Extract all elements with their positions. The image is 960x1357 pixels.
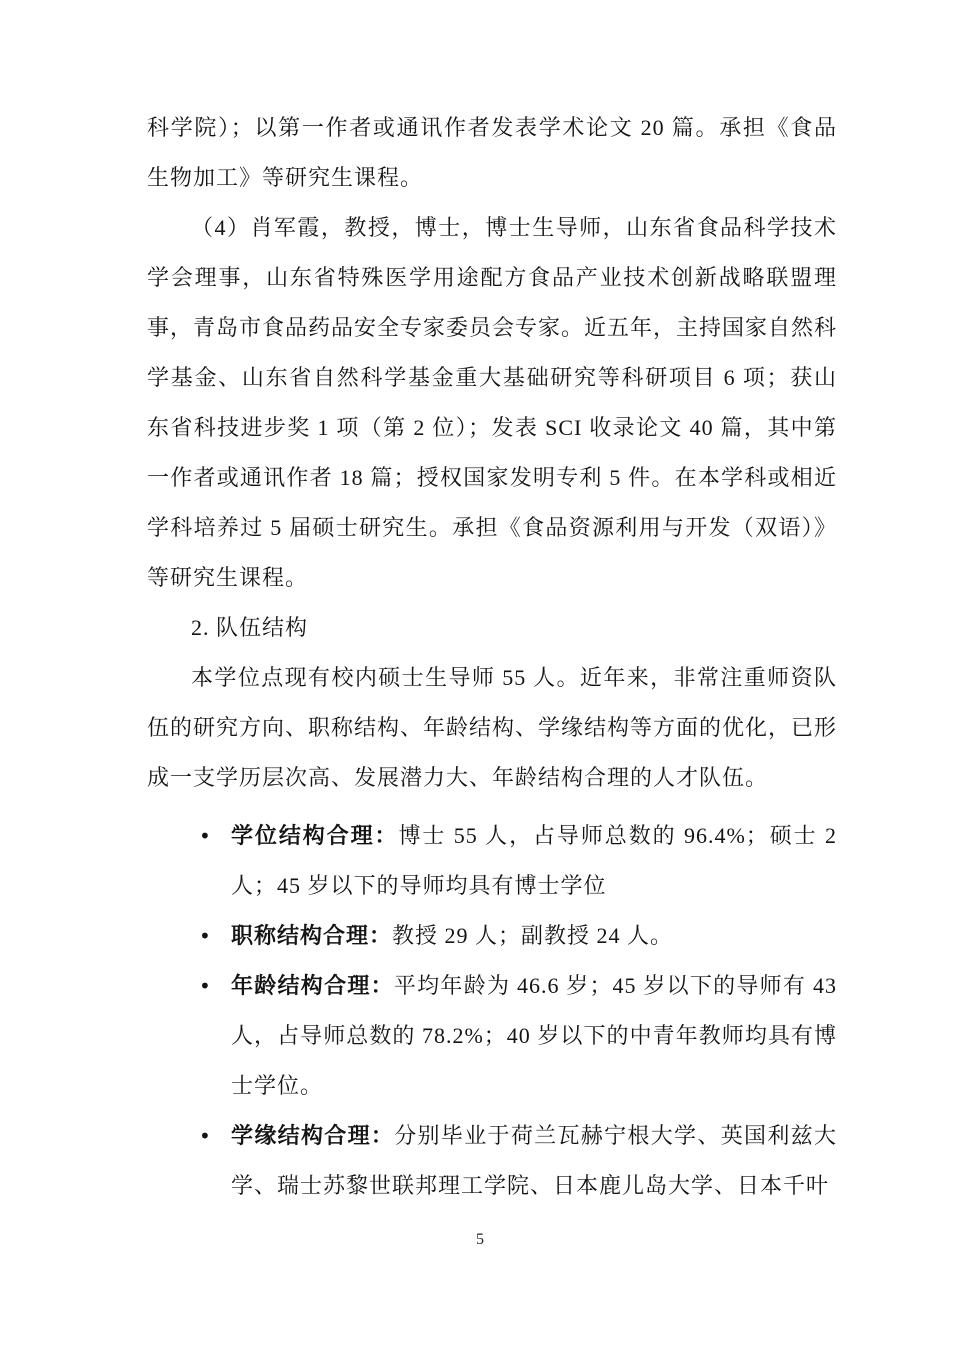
- bullet-label-age: 年龄结构合理：: [231, 973, 394, 998]
- section-heading-team-structure: 2. 队伍结构: [191, 615, 309, 640]
- bullet-icon: •: [199, 1124, 212, 1148]
- bullet-item-title-structure: [199, 911, 837, 961]
- bullet-label-degree: 学位结构合理：: [231, 823, 399, 848]
- page-number: 5: [476, 1231, 484, 1248]
- bullet-item-academic-origin-structure: [199, 1111, 837, 1211]
- bullet-text-age: 平均年龄为 46.6 岁；45 岁以下的导师有 43 人，占导师总数的 78.2%；40 岁以下的中青年教师均具有博士学位。: [231, 973, 837, 1098]
- document-body: [147, 103, 837, 1211]
- bullet-icon: •: [199, 974, 212, 998]
- bullet-text-degree: 博士 55 人，占导师总数的 96.4%；硕士 2 人；45 岁以下的导师均具有博士学位: [231, 823, 837, 898]
- bullet-item-age-structure: [199, 961, 837, 1111]
- bullet-item-degree-structure: [199, 811, 837, 911]
- paragraph-tutor-4: （4）肖军霞，教授，博士，博士生导师，山东省食品科学技术学会理事，山东省特殊医学用途配方食品产业技术创新战略联盟理事，青岛市食品药品安全专家委员会专家。近五年，主持国家自然科学基金、山东省自然科学基金重大基础研究等科研项目 6 项；获山东省科技进步奖 1 项（第 2 位）；发表 SCI 收录论文 40 篇，其中第一作者或通讯作者 18 篇；授权国家发明专利 5 件。在本学科或相近学科培养过 5 届硕士研究生。承担《食品资源利用与开发（双语）》等研究生课程。: [147, 215, 838, 590]
- bullet-text-title: 教授 29 人；副教授 24 人。: [392, 923, 674, 948]
- paragraph-team-overview: 本学位点现有校内硕士生导师 55 人。近年来，非常注重师资队伍的研究方向、职称结构、年龄结构、学缘结构等方面的优化，已形成一支学历层次高、发展潜力大、年龄结构合理的人才队伍。: [147, 665, 838, 790]
- bullet-label-origin: 学缘结构合理：: [231, 1123, 395, 1148]
- bullet-icon: •: [199, 924, 212, 948]
- bullet-label-title: 职称结构合理：: [231, 923, 393, 948]
- paragraph-continuation: 科学院）；以第一作者或通讯作者发表学术论文 20 篇。承担《食品生物加工》等研究生课程。: [147, 115, 837, 190]
- team-structure-bullet-list: [147, 811, 837, 1211]
- bullet-text-origin: 分别毕业于荷兰瓦赫宁根大学、英国利兹大学、瑞士苏黎世联邦理工学院、日本鹿儿岛大学、日本千叶: [231, 1123, 837, 1198]
- bullet-icon: •: [199, 824, 212, 848]
